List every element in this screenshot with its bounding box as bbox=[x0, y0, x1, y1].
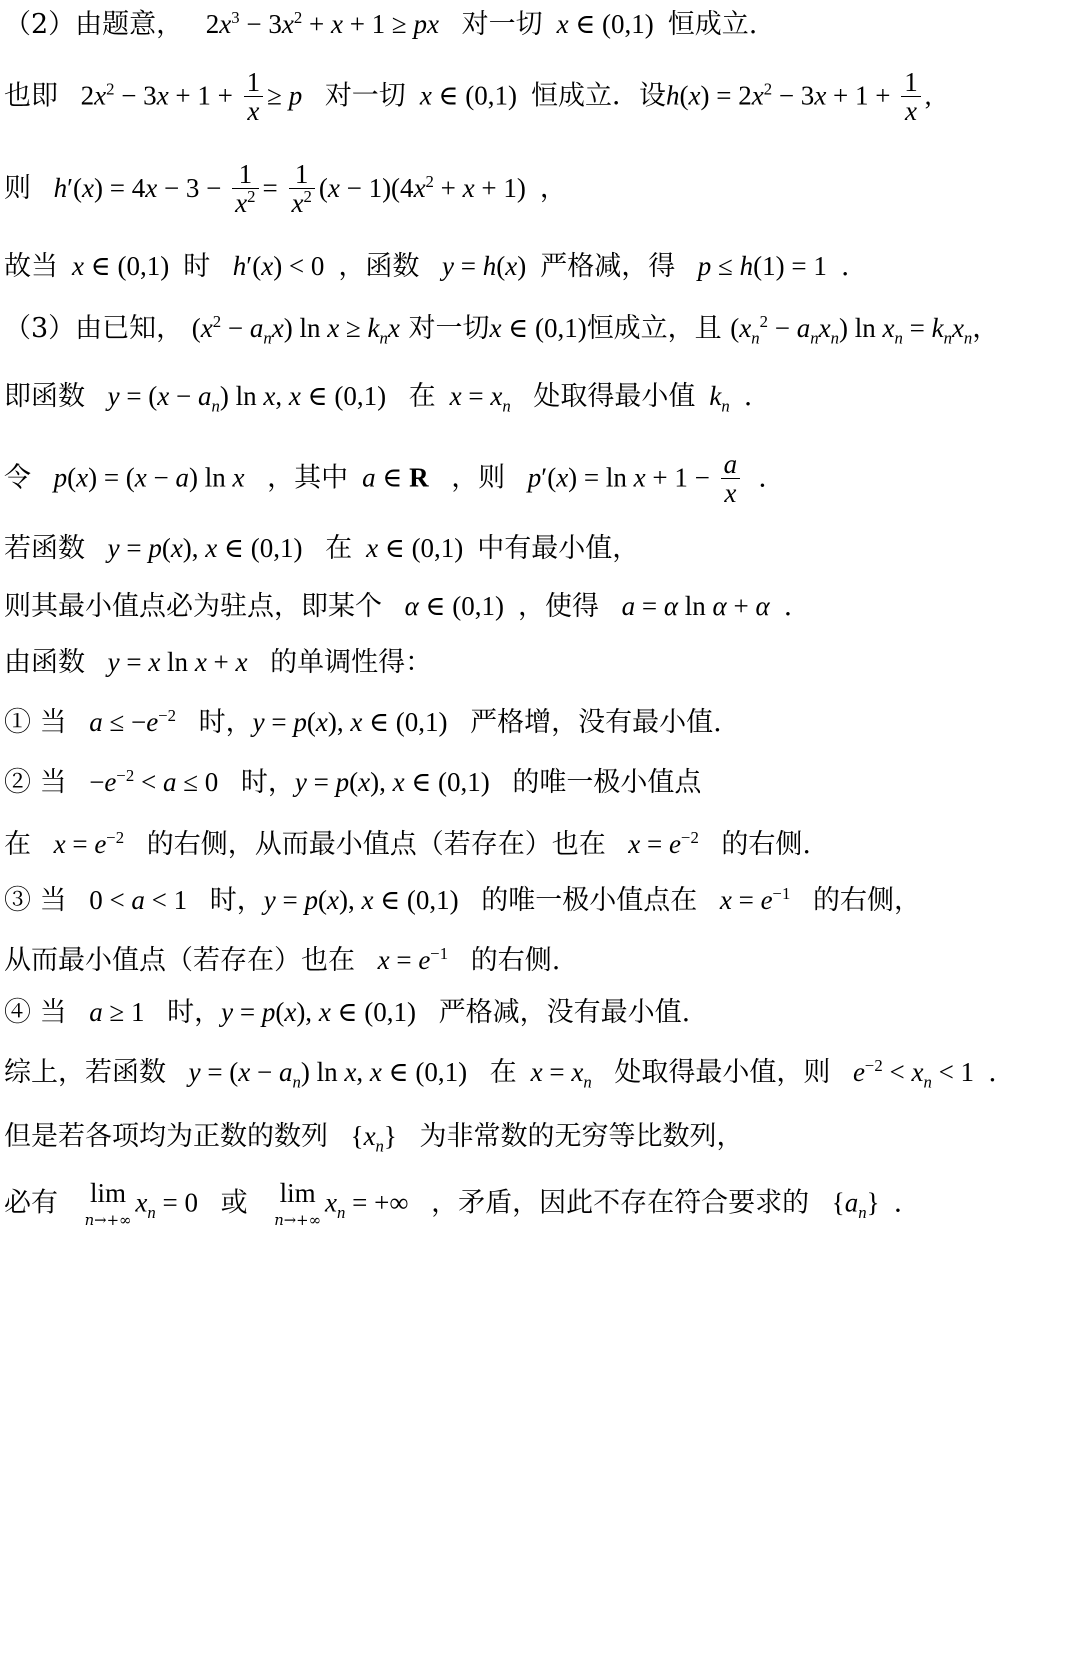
line-part2-statement: （2）由题意， $2x^3 - 3x^2 + x + 1$ ≥ px 对一切 x ∈ (0,1) 恒成立. bbox=[4, 8, 758, 40]
line-text: （2）由题意， bbox=[4, 9, 184, 40]
line-case-4: ④ 当 a ≥ 1 时，y = p(x), x ∈ (0,1) 严格减，没有最小值. bbox=[4, 997, 691, 1028]
line-case-2-cont: 在 $x = e^{-2}$ 的右侧，从而最小值点（若存在）也在 $x = e^{-2}$ 的右侧. bbox=[4, 828, 811, 860]
line-monotonic: 由函数 y = x ln x + x 的单调性得： bbox=[4, 647, 433, 678]
line-stationary: 则其最小值点必为驻点，即某个 α ∈ (0,1) ，使得 a = α ln α + α . bbox=[4, 591, 793, 622]
line-define-p: 令 p(x) = (x − a) ln x ，其中 a ∈ R ，则 p′(x) = ln x + 1 − $\frac{a}{x}$ . bbox=[4, 449, 767, 509]
line-conclusion-p: 故当 x ∈ (0,1) 时 h′(x) < 0 ，函数 y = h(x) 严格减，得 p ≤ h(1) = 1 . bbox=[4, 251, 850, 282]
line-min-kn: 即函数 $y = (x - a_n)$ ln x, x ∈ (0,1) 在 $x = x_n$ 处取得最小值 $k_n$ . bbox=[4, 381, 753, 416]
line-if-min: 若函数 y = p(x), x ∈ (0,1) 在 x ∈ (0,1) 中有最小值， bbox=[4, 533, 640, 564]
line-derivative-h: 则 h′(x) = 4x − 3 − $\frac{1}{x^2}$ = $\frac{1}{x^2}$ $(x - 1)(4x^2 + x + 1)$ ， bbox=[4, 159, 567, 219]
line-summary: 综上，若函数 $y = (x - a_n)$ ln x, x ∈ (0,1) 在 $x = x_n$ 处取得最小值，则 $e^{-2} < x_n < 1$ . bbox=[4, 1056, 997, 1092]
line-sequence: 但是若各项均为正数的数列 $\{x_n\}$ 为非常数的无穷等比数列， bbox=[4, 1121, 744, 1156]
line-case-1: ① 当 $a \le -e^{-2}$ 时，y = p(x), x ∈ (0,1) 严格增，没有最小值. bbox=[4, 706, 722, 738]
line-final: 必有 lim n→+∞ $x_n = 0$ 或 lim n→+∞ $x_n$ = +∞ ，矛盾，因此不存在符合要求的 $\{a_n\}$ . bbox=[4, 1178, 903, 1229]
line-part3-statement: （3）由已知， $(x^2 - a_nx)$ $\ln x \ge k_nx$ 对一切x ∈ (0,1)恒成立，且 $(x_n^2 - a_nx_n)$ $\ln x_n = k_nx_n$， bbox=[4, 312, 1000, 348]
line-case-2: ② 当 $-e^{-2} < a \le 0$ 时，y = p(x), x ∈ (0,1) 的唯一极小值点 bbox=[4, 766, 702, 798]
line-case-3: ③ 当 0 < a < 1 时，y = p(x), x ∈ (0,1) 的唯一极小值点在 $x = e^{-1}$ 的右侧， bbox=[4, 884, 921, 916]
line-case-3-cont: 从而最小值点（若存在）也在 $x = e^{-1}$ 的右侧. bbox=[4, 944, 561, 976]
line-define-h: 也即 $2x^2 - 3x + 1$ + $\frac{1}{x}$ ≥ p 对一切 x ∈ (0,1) 恒成立．设$h(x) = 2x^2 - 3x + 1$ + $\frac{1}{x}$ , bbox=[4, 67, 932, 127]
